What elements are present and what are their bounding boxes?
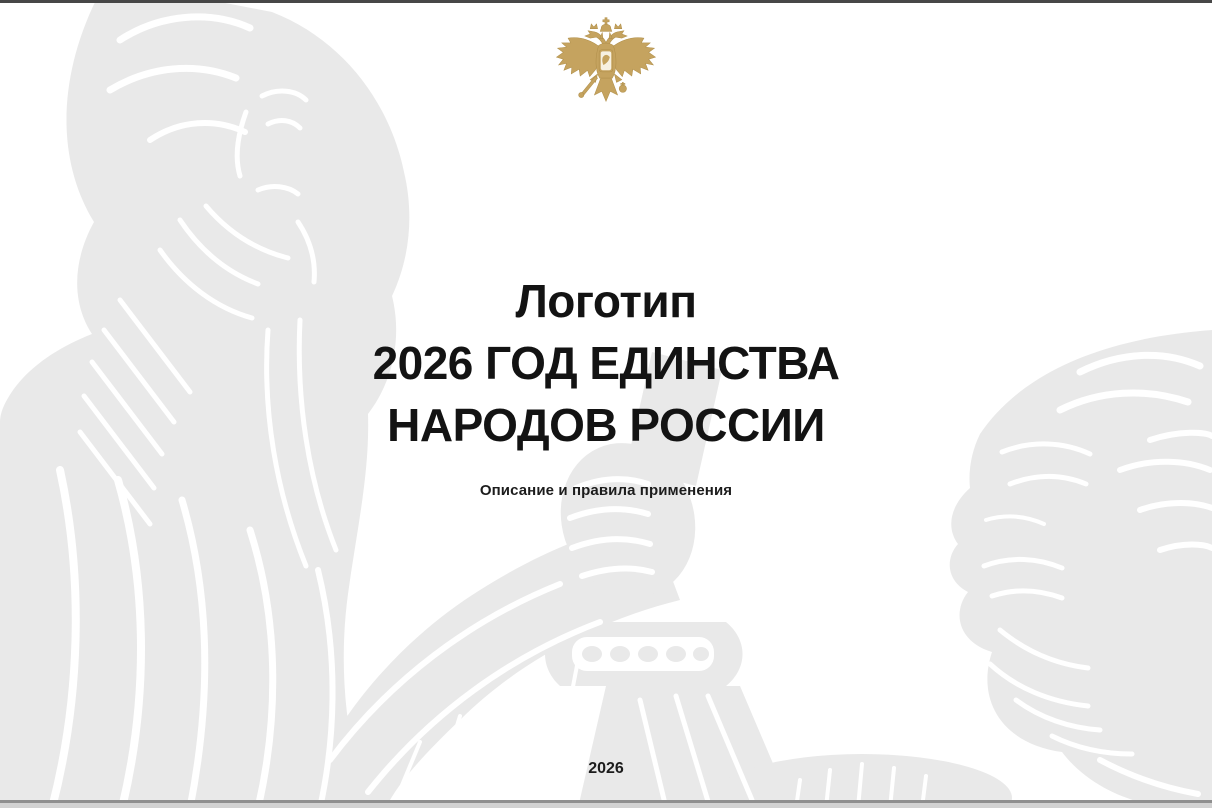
page-subtitle: Описание и правила применения bbox=[479, 482, 733, 499]
russian-double-headed-eagle-icon bbox=[553, 15, 659, 115]
bottom-border-line bbox=[0, 800, 1212, 808]
page-title bbox=[0, 270, 1212, 456]
footer-year: 2026 bbox=[588, 760, 624, 777]
title-line-1: Логотип bbox=[515, 275, 697, 327]
coat-of-arms bbox=[553, 15, 659, 115]
top-border-line bbox=[0, 0, 1212, 3]
title-line-2: 2026 ГОД ЕДИНСТВА bbox=[372, 337, 840, 389]
title-line-3: НАРОДОВ РОССИИ bbox=[387, 399, 825, 451]
